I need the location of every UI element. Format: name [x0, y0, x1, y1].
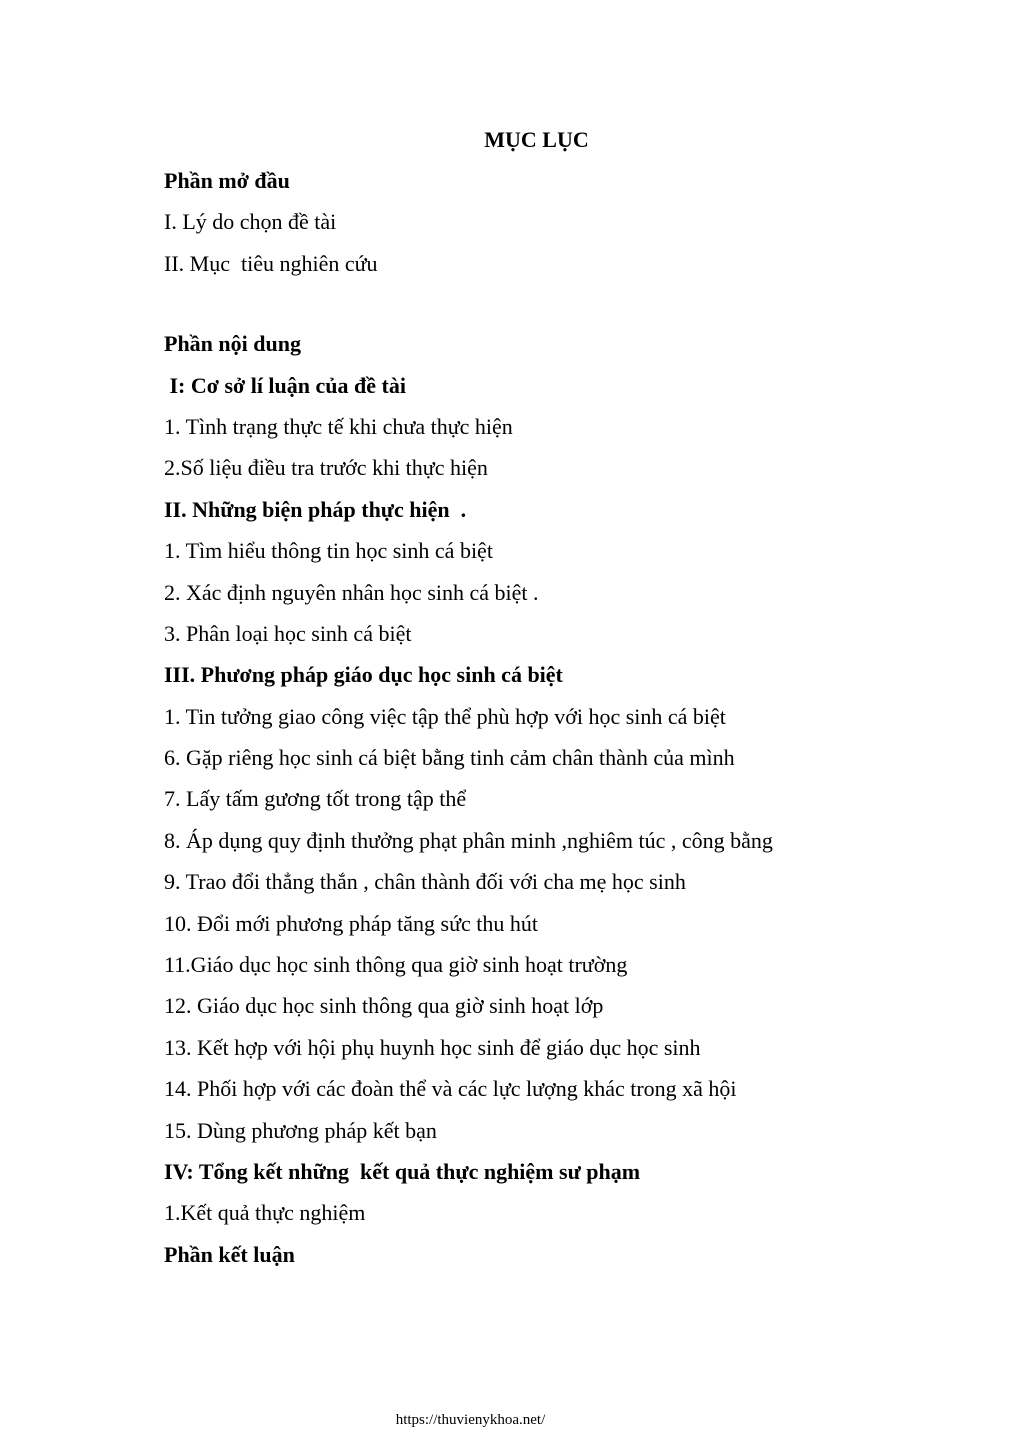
toc-entry: 12. Giáo dục học sinh thông qua giờ sinh hoạt lớp — [164, 993, 604, 1019]
toc-entry: II. Mục tiêu nghiên cứu — [164, 250, 378, 276]
footer-url: https://thuvienykhoa.net/ — [395, 1412, 546, 1428]
toc-entry: 10. Đổi mới phương pháp tăng sức thu hút — [164, 910, 539, 936]
toc-entry: II. Những biện pháp thực hiện . — [164, 496, 467, 522]
toc-entry: Phần kết luận — [164, 1241, 295, 1267]
toc-entry: Phần mở đầu — [164, 168, 290, 193]
toc-entry: I: Cơ sở lí luận của đề tài — [164, 372, 406, 398]
toc-entry: I. Lý do chọn đề tài — [164, 209, 337, 235]
toc-entry: 13. Kết hợp với hội phụ huynh học sinh để giáo dục học sinh — [164, 1034, 701, 1060]
toc-entry: 11.Giáo dục học sinh thông qua giờ sinh hoạt trường — [164, 952, 628, 978]
toc-entry: 1. Tin tưởng giao công việc tập thể phù hợp với học sinh cá biệt — [164, 703, 726, 729]
toc-entry: 1. Tình trạng thực tế khi chưa thực hiện — [164, 413, 513, 439]
toc-entry: 7. Lấy tấm gương tốt trong tập thể — [164, 786, 467, 812]
toc-entry: IV: Tổng kết những kết quả thực nghiệm sư phạm — [164, 1158, 641, 1184]
toc-entry: 1. Tìm hiểu thông tin học sinh cá biệt — [164, 538, 493, 564]
toc-entry: 2.Số liệu điều tra trước khi thực hiện — [164, 455, 488, 481]
toc-entry: 2. Xác định nguyên nhân học sinh cá biệt . — [164, 579, 539, 605]
toc-entry: 3. Phân loại học sinh cá biệt — [164, 620, 412, 646]
toc-entry: III. Phương pháp giáo dục học sinh cá biệt — [164, 662, 563, 688]
toc-entry: 9. Trao đổi thẳng thắn , chân thành đối với cha mẹ học sinh — [164, 869, 686, 895]
toc-entry: 8. Áp dụng quy định thưởng phạt phân minh ,nghiêm túc , công bằng — [164, 827, 773, 853]
toc-entry: 6. Gặp riêng học sinh cá biệt bằng tinh cảm chân thành của mình — [164, 745, 735, 771]
toc-entry: Phần nội dung — [164, 331, 301, 357]
toc-entry: 15. Dùng phương pháp kết bạn — [164, 1117, 437, 1143]
page-title: MỤC LỤC — [484, 127, 589, 152]
table-of-contents — [164, 167, 984, 1282]
toc-entry: 14. Phối hợp với các đoàn thể và các lực lượng khác trong xã hội — [164, 1076, 737, 1102]
toc-entry: 1.Kết quả thực nghiệm — [164, 1200, 366, 1226]
